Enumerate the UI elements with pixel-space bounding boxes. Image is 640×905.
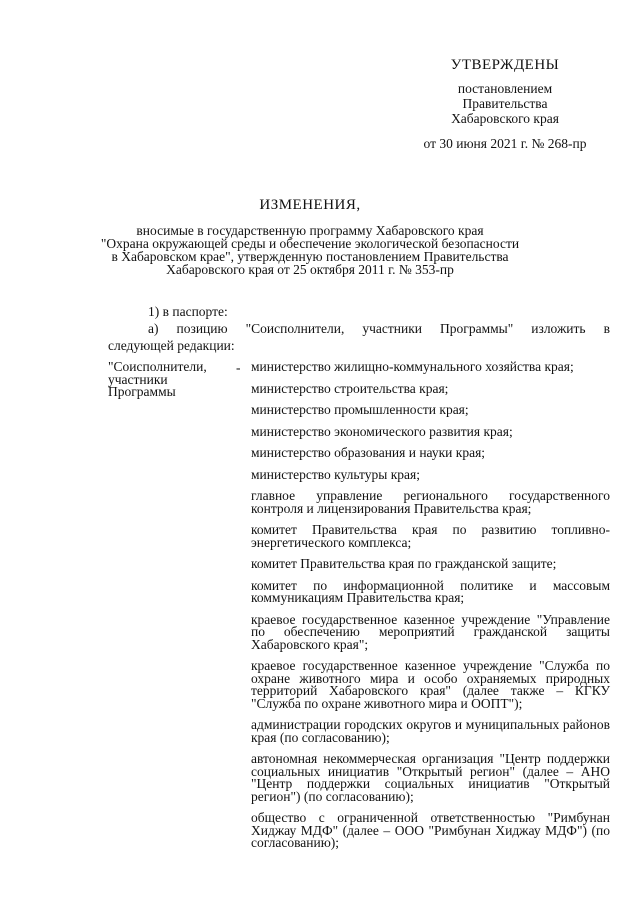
title-line-3: в Хабаровском крае", утвержденную постановлением Правительства <box>111 249 509 264</box>
document-title <box>100 199 520 276</box>
intro-paragraph-2-cont: следующей редакции: <box>108 338 235 353</box>
approval-line-1: постановлением <box>457 81 553 96</box>
title-heading: ИЗМЕНЕНИЯ, <box>259 197 361 213</box>
list-item: краевое государственное казенное учреждение "Управление по обеспечению мероприятий гражданской защиты Хабаровского края"; <box>251 611 610 652</box>
list-item: администрации городских округов и муниципальных районов края (по согласованию); <box>251 717 610 745</box>
list-item: главное управление регионального государственного контроля и лицензирования Правительства края; <box>251 488 610 516</box>
position-label-line-1: "Соисполнители, <box>108 359 207 374</box>
approval-line-2: Правительства <box>462 96 548 111</box>
title-line-4: Хабаровского края от 25 октября 2011 г. № 353-пр <box>166 262 454 277</box>
list-item: общество с ограниченной ответственностью "Римбунан Хиджау МДФ" (далее – ООО "Римбунан Хиджау МДФ") (по согласованию); <box>251 810 610 850</box>
list-item: министерство образования и науки края; <box>251 445 486 460</box>
intro-paragraph-1: 1) в паспорте: <box>148 304 228 319</box>
list-item: министерство экономического развития края; <box>251 423 513 439</box>
title-line-2: "Охрана окружающей среды и обеспечение экологической безопасности <box>100 236 520 251</box>
list-item: комитет Правительства края по гражданской защите; <box>251 556 557 571</box>
approval-stamp <box>405 58 605 151</box>
list-item: министерство строительства края; <box>251 380 449 396</box>
position-label-line-2: участники <box>108 371 168 387</box>
position-label-line-3: Программы <box>108 384 176 399</box>
list-item: комитет по информационной политике и массовым коммуникациям Правительства края; <box>251 577 610 605</box>
title-line-1: вносимые в государственную программу Хабаровского края <box>136 223 484 238</box>
intro-paragraphs <box>108 303 610 354</box>
participants-list <box>251 361 610 850</box>
list-item: министерство промышленности края; <box>251 402 469 417</box>
list-item: министерство культуры края; <box>251 466 420 482</box>
approval-line-3: Хабаровского края <box>451 111 559 126</box>
intro-paragraph-2: а) позицию "Соисполнители, участники Программы" изложить в <box>148 321 610 336</box>
position-label <box>108 361 243 399</box>
dash-separator: - <box>236 360 241 375</box>
list-item: министерство жилищно-коммунального хозяйства края; <box>251 359 574 374</box>
list-item: комитет Правительства края по развитию топливно-энергетического комплекса; <box>251 522 610 550</box>
approval-heading: УТВЕРЖДЕНЫ <box>450 57 560 73</box>
list-item: краевое государственное казенное учреждение "Служба по охране животного мира и особо охраняемых природных территорий Хабаровского края" (далее также – КГКУ "Служба по охране животного мира и ООПТ"); <box>251 658 610 711</box>
list-item: автономная некоммерческая организация "Центр поддержки социальных инициатив "Открытый регион" (далее – АНО "Центр поддержки социальных инициатив "Открытый регион") (по согласованию); <box>251 751 610 804</box>
approval-date: от 30 июня 2021 г. № 268-пр <box>423 136 587 151</box>
